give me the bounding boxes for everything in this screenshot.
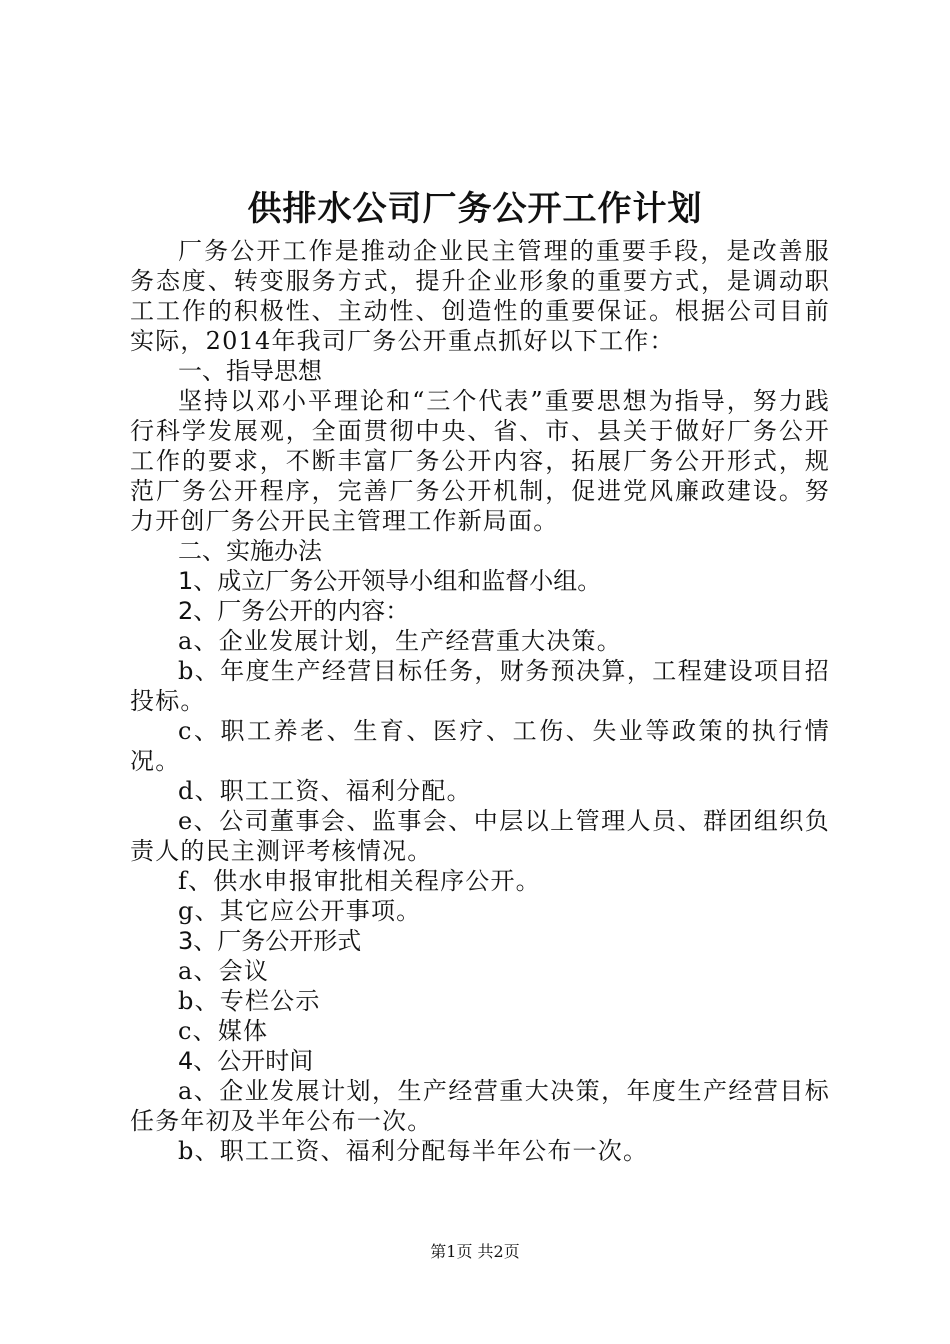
document-title: 供排水公司厂务公开工作计划 (247, 189, 703, 229)
item-2-e: e、公司董事会、监事会、中层以上管理人员、群团组织负责人的民主测评考核情况。 (130, 807, 830, 865)
item-3-a: a、会议 (178, 957, 270, 985)
intro-paragraph: 厂务公开工作是推动企业民主管理的重要手段，是改善服务态度、转变服务方式，提升企业形象的重要方式，是调动职工工作的积极性、主动性、创造性的重要保证。根据公司目前实际，2014年我司厂务公开重点抓好以下工作： (130, 237, 830, 355)
item-2-f: f、供水申报审批相关程序公开。 (178, 867, 541, 895)
item-1-leadership-group: 1、成立厂务公开领导小组和监督小组。 (178, 567, 602, 595)
item-4-heading: 4、公开时间 (178, 1047, 314, 1075)
item-2-b: b、年度生产经营目标任务，财务预决算，工程建设项目招投标。 (130, 657, 830, 715)
item-2-g: g、其它应公开事项。 (178, 897, 422, 925)
item-3-c: c、媒体 (178, 1017, 269, 1045)
item-2-d: d、职工工资、福利分配。 (178, 777, 472, 805)
item-2-c: c、职工养老、生育、医疗、工伤、失业等政策的执行情况。 (130, 717, 830, 775)
item-4-b: b、职工工资、福利分配每半年公布一次。 (178, 1137, 649, 1165)
section-heading-implementation: 二、实施办法 (178, 537, 322, 565)
guiding-ideology-paragraph: 坚持以邓小平理论和“三个代表”重要思想为指导，努力践行科学发展观，全面贯彻中央、省、市、县关于做好厂务公开工作的要求，不断丰富厂务公开内容，拓展厂务公开形式，规范厂务公开程序，完善厂务公开机制，促进党风廉政建设。努力开创厂务公开民主管理工作新局面。 (130, 387, 830, 535)
item-4-a: a、企业发展计划，生产经营重大决策，年度生产经营目标任务年初及半年公布一次。 (130, 1077, 830, 1135)
item-2-a: a、企业发展计划，生产经营重大决策。 (178, 627, 622, 655)
item-3-b: b、专栏公示 (178, 987, 321, 1015)
page-footer: 第1页 共2页 (430, 1242, 520, 1261)
section-heading-guiding-ideology: 一、指导思想 (178, 357, 322, 385)
document-body (130, 236, 830, 1166)
item-3-heading: 3、厂务公开形式 (178, 927, 362, 955)
item-2-heading: 2、厂务公开的内容： (178, 597, 410, 625)
